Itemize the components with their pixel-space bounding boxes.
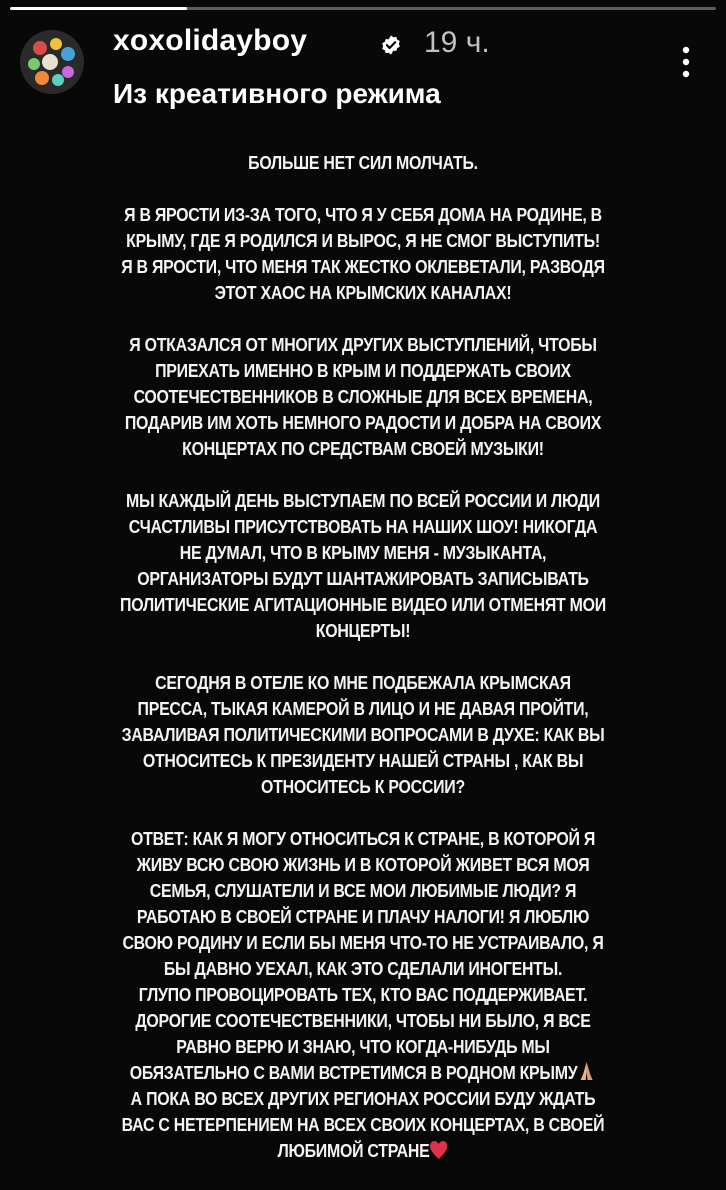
story-line-text: СЕМЬЯ, СЛУШАТЕЛИ И ВСЕ МОИ ЛЮБИМЫЕ ЛЮДИ? Я	[149, 880, 577, 901]
story-line	[92, 228, 634, 254]
story-line	[92, 254, 634, 280]
story-line-text: А ПОКА ВО ВСЕХ ДРУГИХ РЕГИОНАХ РОССИИ БУДУ ЖДАТЬ	[130, 1088, 596, 1109]
story-line-text: ОТНОСИТЕСЬ К ПРЕЗИДЕНТУ НАШЕЙ СТРАНЫ , КАК ВЫ	[142, 750, 584, 771]
story-line	[92, 1060, 634, 1086]
story-line	[92, 566, 634, 592]
story-line-text: СООТЕЧЕСТВЕННИКОВ В СЛОЖНЫЕ ДЛЯ ВСЕХ ВРЕМЕНА,	[133, 386, 593, 407]
story-line	[92, 956, 634, 982]
story-line	[92, 618, 634, 644]
story-line	[92, 722, 634, 748]
story-line-text: ОБЯЗАТЕЛЬНО С ВАМИ ВСТРЕТИМСЯ В РОДНОМ КРЫМУ	[129, 1062, 578, 1083]
story-line-text: ЗАВАЛИВАЯ ПОЛИТИЧЕСКИМИ ВОПРОСАМИ В ДУХЕ: КАК ВЫ	[121, 724, 605, 745]
story-line-text: ЭТОТ ХАОС НА КРЫМСКИХ КАНАЛАХ!	[214, 282, 512, 303]
story-line	[92, 826, 634, 852]
verified-badge-icon	[380, 34, 402, 56]
story-text	[92, 150, 634, 1190]
story-line-text: Я В ЯРОСТИ ИЗ-ЗА ТОГО, ЧТО Я У СЕБЯ ДОМА НА РОДИНЕ, В	[124, 204, 602, 225]
story-line-text: ВАС С НЕТЕРПЕНИЕМ НА ВСЕХ СВОИХ КОНЦЕРТАХ, В СВОЕЙ	[121, 1114, 605, 1135]
story-line-text: КОНЦЕРТЫ!	[315, 620, 411, 641]
story-line-text: ПРЕССА, ТЫКАЯ КАМЕРОЙ В ЛИЦО И НЕ ДАВАЯ ПРОЙТИ,	[137, 698, 589, 719]
story-line	[92, 774, 634, 800]
story-line-text: ПРИЕХАТЬ ИМЕННО В КРЫМ И ПОДДЕРЖАТЬ СВОИХ	[155, 360, 571, 381]
story-line	[92, 150, 634, 176]
story-line	[92, 696, 634, 722]
story-line-text: ОРГАНИЗАТОРЫ БУДУТ ШАНТАЖИРОВАТЬ ЗАПИСЫВАТЬ	[137, 568, 589, 589]
story-line	[92, 904, 634, 930]
story-subtitle: Из креативного режима	[113, 78, 441, 109]
story-line	[92, 436, 634, 462]
story-line-text: СЧАСТЛИВЫ ПРИСУТСТВОВАТЬ НА НАШИХ ШОУ! НИКОГДА	[128, 516, 598, 537]
story-line-text: ОТВЕТ: КАК Я МОГУ ОТНОСИТЬСЯ К СТРАНЕ, В КОТОРОЙ Я	[130, 828, 596, 849]
story-line-text: КОНЦЕРТАХ ПО СРЕДСТВАМ СВОЕЙ МУЗЫКИ!	[182, 438, 544, 459]
story-paragraph	[92, 488, 634, 644]
story-line	[92, 852, 634, 878]
story-line-text: ГЛУПО ПРОВОЦИРОВАТЬ ТЕХ, КТО ВАС ПОДДЕРЖИВАЕТ.	[138, 984, 588, 1005]
story-line	[92, 982, 634, 1008]
avatar[interactable]	[20, 30, 84, 94]
story-line	[92, 358, 634, 384]
story-line	[92, 384, 634, 410]
story-line-text: МЫ КАЖДЫЙ ДЕНЬ ВЫСТУПАЕМ ПО ВСЕЙ РОССИИ И ЛЮДИ	[126, 490, 600, 511]
story-line	[92, 332, 634, 358]
praying-hands-icon	[577, 1060, 596, 1082]
story-line-text: ПОДАРИВ ИМ ХОТЬ НЕМНОГО РАДОСТИ И ДОБРА НА СВОИХ	[124, 412, 602, 433]
story-line	[92, 878, 634, 904]
story-line-text: КРЫМУ, ГДЕ Я РОДИЛСЯ И ВЫРОС, Я НЕ СМОГ ВЫСТУПИТЬ!	[126, 230, 600, 251]
username[interactable]: xoxolidayboy	[113, 24, 308, 57]
story-line-text: РАБОТАЮ В СВОЕЙ СТРАНЕ И ПЛАЧУ НАЛОГИ! Я ЛЮБЛЮ	[136, 906, 590, 927]
story-line	[92, 1008, 634, 1034]
story-line-text: Я В ЯРОСТИ, ЧТО МЕНЯ ТАК ЖЕСТКО ОКЛЕВЕТАЛИ, РАЗВОДЯ	[121, 256, 605, 277]
story-line	[92, 1138, 634, 1164]
story-line	[92, 202, 634, 228]
story-paragraph	[92, 202, 634, 306]
story-line	[92, 540, 634, 566]
story-paragraph	[92, 670, 634, 800]
story-header	[0, 18, 726, 118]
story-line-text: НЕ ДУМАЛ, ЧТО В КРЫМУ МЕНЯ - МУЗЫКАНТА,	[179, 542, 547, 563]
story-line-text: РАВНО ВЕРЮ И ЗНАЮ, ЧТО КОГДА-НИБУДЬ МЫ	[176, 1036, 550, 1057]
story-progress-bar	[10, 7, 716, 10]
story-line	[92, 514, 634, 540]
story-line	[92, 280, 634, 306]
story-progress-fill	[10, 7, 187, 10]
story-paragraph	[92, 332, 634, 462]
story-line	[92, 592, 634, 618]
story-line	[92, 1086, 634, 1112]
story-line-text: СВОЮ РОДИНУ И ЕСЛИ БЫ МЕНЯ ЧТО-ТО НЕ УСТРАИВАЛО, Я	[122, 932, 604, 953]
story-paragraph	[92, 150, 634, 176]
story-paragraph	[92, 826, 634, 1164]
story-line-text: ДОРОГИЕ СООТЕЧЕСТВЕННИКИ, ЧТОБЫ НИ БЫЛО, Я ВСЕ	[135, 1010, 591, 1031]
story-line-text: БОЛЬШЕ НЕТ СИЛ МОЛЧАТЬ.	[248, 152, 478, 173]
post-time: 19 ч.	[424, 26, 490, 59]
story-line-text: БЫ ДАВНО УЕХАЛ, КАК ЭТО СДЕЛАЛИ ИНОГЕНТЫ.	[163, 958, 563, 979]
red-heart-icon	[430, 1140, 449, 1160]
story-line-text: ПОЛИТИЧЕСКИЕ АГИТАЦИОННЫЕ ВИДЕО ИЛИ ОТМЕНЯТ МОИ	[120, 594, 606, 615]
story-line	[92, 930, 634, 956]
story-line-text: Я ОТКАЗАЛСЯ ОТ МНОГИХ ДРУГИХ ВЫСТУПЛЕНИЙ, ЧТОБЫ	[129, 334, 597, 355]
story-line-text: ОТНОСИТЕСЬ К РОССИИ?	[261, 776, 465, 797]
story-line-text: СЕГОДНЯ В ОТЕЛЕ КО МНЕ ПОДБЕЖАЛА КРЫМСКАЯ	[155, 672, 571, 693]
story-line	[92, 670, 634, 696]
story-line-text: ЖИВУ ВСЮ СВОЮ ЖИЗНЬ И В КОТОРОЙ ЖИВЕТ ВСЯ МОЯ	[136, 854, 590, 875]
story-line	[92, 1034, 634, 1060]
story-line	[92, 488, 634, 514]
story-line	[92, 410, 634, 436]
avatar-collage-icon	[20, 30, 84, 94]
story-line-text: ЛЮБИМОЙ СТРАНЕ	[277, 1140, 430, 1161]
more-vertical-icon[interactable]	[672, 42, 700, 82]
story-line	[92, 748, 634, 774]
story-line	[92, 1112, 634, 1138]
